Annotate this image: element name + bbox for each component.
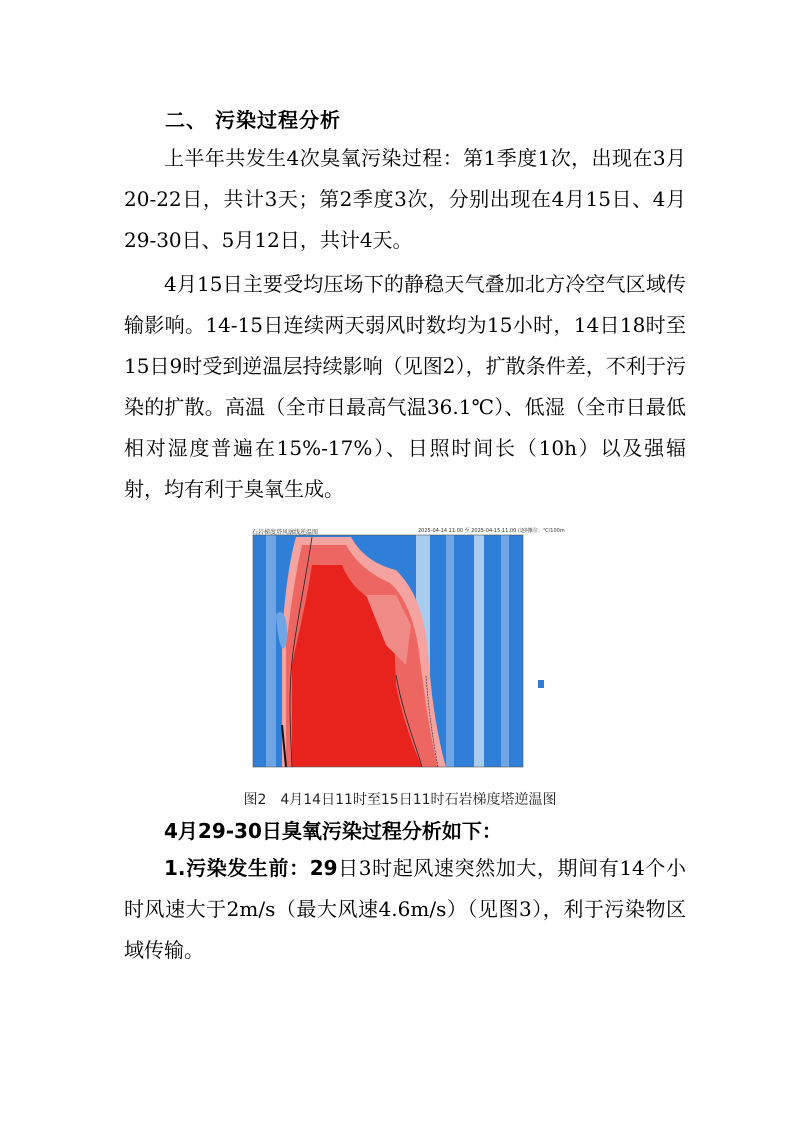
figure-caption: 图2 4月14日11时至15日11时石岩梯度塔逆温图	[243, 792, 557, 808]
paragraph-april-15: 4月15日主要受均压场下的静稳天气叠加北方冷空气区域传输影响。14-15日连续两天弱风时数均为15小时，14日18时至15日9时受到逆温层持续影响（见图2），扩散条件差，不利于污染的扩散。高温（全市日最高气温36.1℃）、低湿（全市日最低相对湿度普遍在15%-17%）、日照时间长（10h）以及强辐射，均有利于臭氧生成。	[124, 272, 686, 501]
lead-label: 1.污染发生前：	[164, 856, 310, 880]
inversion-heatmap-image	[246, 525, 564, 782]
paragraph-summary: 上半年共发生4次臭氧污染过程：第1季度1次，出现在3月20-22日，共计3天；第2季度3次，分别出现在4月15日、4月29-30日、5月12日，共计4天。	[124, 146, 686, 252]
subsection-title: 4月29-30日臭氧污染过程分析如下：	[164, 819, 502, 843]
figure-time-range: 2025-04-14 11:00 至 2025-04-15 11:00 (逐时)	[418, 528, 532, 534]
paragraph-body: 日3时起风速突然加大，期间有14个小时风速大于2m/s（最大风速4.6m/s）（见图3），利于污染物区域传输。	[124, 856, 686, 962]
paragraph-before-pollution	[124, 848, 686, 971]
figure-title: 石岩梯度塔风廓线逆温图	[252, 529, 319, 536]
lead-date: 29	[309, 856, 338, 880]
section-heading: 二、 污染过程分析	[165, 108, 341, 132]
figure-unit: 单位：℃/100m	[528, 528, 565, 534]
inversion-figure	[246, 525, 564, 782]
